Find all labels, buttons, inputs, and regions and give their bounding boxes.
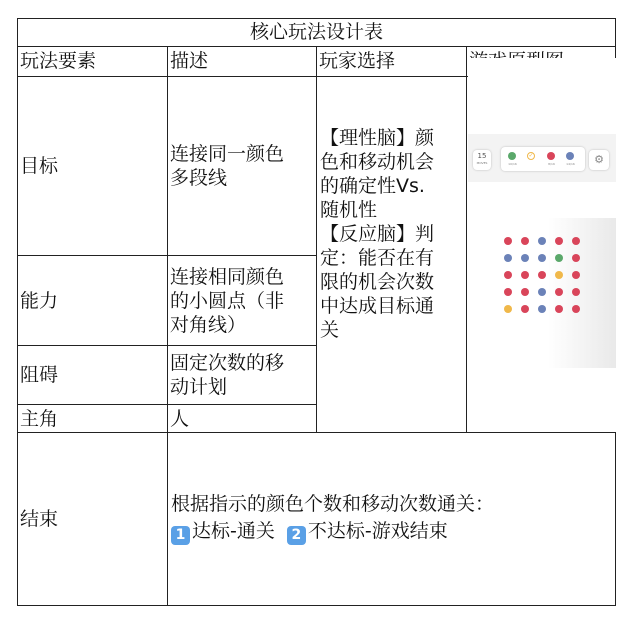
board-dot-blue: [538, 305, 546, 313]
choice-line: 的确定性Vs.: [320, 175, 425, 197]
description-line: 动计划: [170, 376, 228, 398]
table-title: 核心玩法设计表: [249, 21, 383, 43]
row-ending-description: [168, 492, 614, 545]
board-dot-blue: [504, 254, 512, 262]
goal-yellow-check-icon: ✓: [528, 152, 534, 159]
goal-green-count: 10/16: [508, 162, 517, 166]
board-dot-red: [504, 271, 512, 279]
settings-button: [589, 150, 609, 170]
board-dot-blue: [521, 254, 529, 262]
row-goal-label: 目标: [20, 155, 59, 177]
row-ending-element: [17, 433, 167, 605]
ending-option-pass: 达标-通关: [192, 520, 275, 542]
board-dot-red: [504, 237, 512, 245]
choice-line: 色和移动机会: [320, 151, 435, 173]
description-line: 连接相同颜色: [170, 265, 285, 288]
board-dot-red: [521, 271, 529, 279]
table-divider: [466, 46, 467, 433]
row-protagonist-description: [167, 405, 316, 432]
board-dot-yellow: [555, 271, 563, 279]
choice-line: 中达成目标通: [320, 295, 435, 317]
table-border-top: [17, 18, 616, 19]
description-line: 的小圆点（非: [170, 289, 285, 312]
gear-icon: ⚙: [594, 153, 604, 166]
board-dot-green: [555, 254, 563, 262]
board-dot-red: [521, 305, 529, 313]
keycap-two-icon: 2: [287, 526, 306, 545]
board-dot-red: [572, 254, 580, 262]
row-protagonist-label: 主角: [20, 407, 59, 430]
moves-counter: [473, 150, 491, 170]
board-dot-red: [521, 237, 529, 245]
choice-line: 关: [320, 319, 340, 341]
choice-line: 限的机会次数: [320, 271, 435, 293]
board-dot-blue: [538, 288, 546, 296]
header-description: 描述: [170, 50, 209, 72]
board-dot-blue: [538, 237, 546, 245]
board-dot-red: [555, 305, 563, 313]
choice-line: 【反应脑】判: [320, 223, 435, 245]
board-dot-red: [555, 288, 563, 296]
keycap-one-icon: 1: [171, 526, 190, 545]
moves-value: 15: [477, 152, 487, 160]
row-obstacle-description: [167, 346, 316, 404]
board-dot-blue: [538, 254, 546, 262]
goal-green-dot: [508, 152, 516, 160]
choice-line: 【理性脑】颜: [320, 127, 435, 149]
board-dot-red: [521, 288, 529, 296]
player-choice-text: [317, 126, 466, 342]
row-obstacle-label: 阻碍: [20, 364, 59, 386]
header-player-choice: 玩家选择: [319, 50, 396, 72]
moves-caption: MOVES: [476, 161, 488, 165]
row-ability-element: [17, 256, 167, 345]
header-element: 玩法要素: [20, 50, 97, 72]
board-dot-red: [572, 237, 580, 245]
row-goal-element: [17, 77, 167, 255]
description-line: 多段线: [170, 167, 228, 189]
description-line: 连接同一颜色: [170, 143, 285, 165]
row-ending-label: 结束: [20, 508, 59, 530]
choice-line: 随机性: [320, 199, 378, 221]
ending-option-fail: 不达标-游戏结束: [307, 520, 448, 542]
game-prototype-image: [468, 58, 616, 432]
description-line: 固定次数的移: [170, 352, 285, 374]
board-dot-yellow: [504, 305, 512, 313]
choice-line: 定：能否在有: [320, 247, 435, 269]
goal-blue-count: 14/16: [566, 162, 575, 166]
goals-panel: [501, 147, 585, 171]
description-line: 对角线）: [170, 313, 247, 336]
row-goal-description: [167, 77, 316, 255]
ending-line-2: [171, 519, 611, 545]
board-dot-red: [555, 237, 563, 245]
board-dot-red: [572, 305, 580, 313]
row-obstacle-element: [17, 346, 167, 404]
board-dot-red: [504, 288, 512, 296]
description-line: 人: [170, 407, 190, 430]
row-ability-description: [167, 256, 316, 345]
board-dot-red: [572, 271, 580, 279]
goal-red-count: 8/16: [548, 162, 555, 166]
row-ability-label: 能力: [20, 289, 59, 312]
board-dot-red: [538, 271, 546, 279]
goal-blue-dot: [566, 152, 574, 160]
row-protagonist-element: [17, 405, 167, 432]
table-border-bottom: [17, 605, 616, 606]
goal-red-dot: [547, 152, 555, 160]
board-dot-red: [572, 288, 580, 296]
ending-line-1: 根据指示的颜色个数和移动次数通关：: [171, 493, 495, 515]
